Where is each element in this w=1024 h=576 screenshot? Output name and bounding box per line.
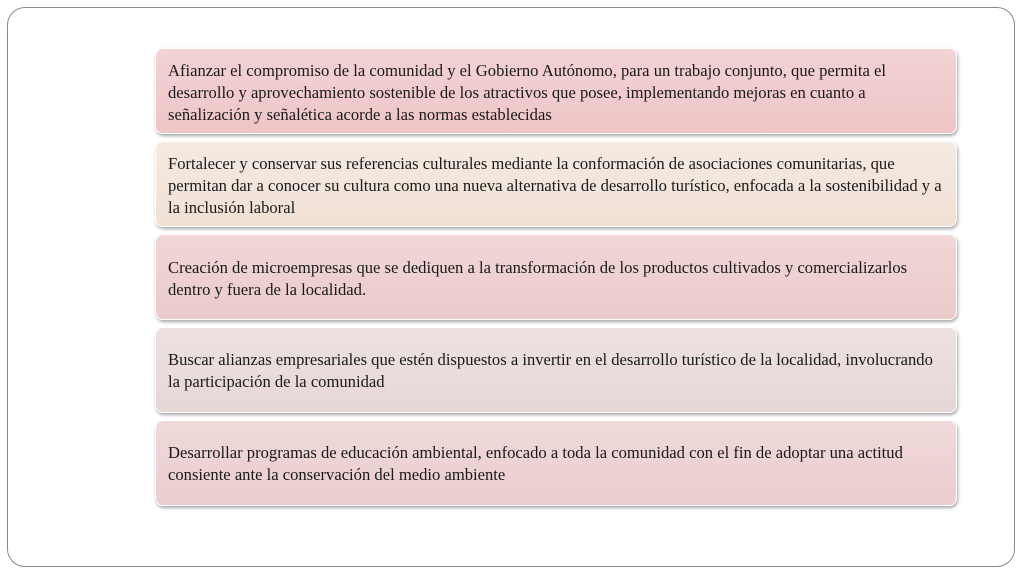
list-item-3 bbox=[155, 234, 957, 320]
list-item-3-text: Creación de microempresas que se dediquen a la transformación de los productos cultivados y comercializarlos dentro y fuera de la localidad. bbox=[168, 258, 908, 299]
list-item-2-text: Fortalecer y conservar sus referencias culturales mediante la conformación de asociaciones comunitarias, que permitan dar a conocer su cultura como una nueva alternativa de desarrollo turístico, enfocada a la sostenibilidad y a la inclusión laboral bbox=[168, 154, 942, 217]
list-item-2 bbox=[155, 141, 957, 227]
list-item-1 bbox=[155, 48, 957, 134]
list-item-4 bbox=[155, 327, 957, 413]
list-item-1-text: Afianzar el compromiso de la comunidad y el Gobierno Autónomo, para un trabajo conjunto, que permita el desarrollo y aprovechamiento sostenible de los atractivos que posee, implementando mejoras en cuanto a señalización y señalética acorde a las normas establecidas bbox=[168, 61, 886, 124]
list-item-4-text: Buscar alianzas empresariales que estén dispuestos a invertir en el desarrollo turístico de la localidad, involucrando la participación de la comunidad bbox=[168, 350, 933, 391]
list-item-5-text: Desarrollar programas de educación ambiental, enfocado a toda la comunidad con el fin de adoptar una actitud consiente ante la conservación del medio ambiente bbox=[168, 443, 903, 484]
list-item-5 bbox=[155, 420, 957, 506]
